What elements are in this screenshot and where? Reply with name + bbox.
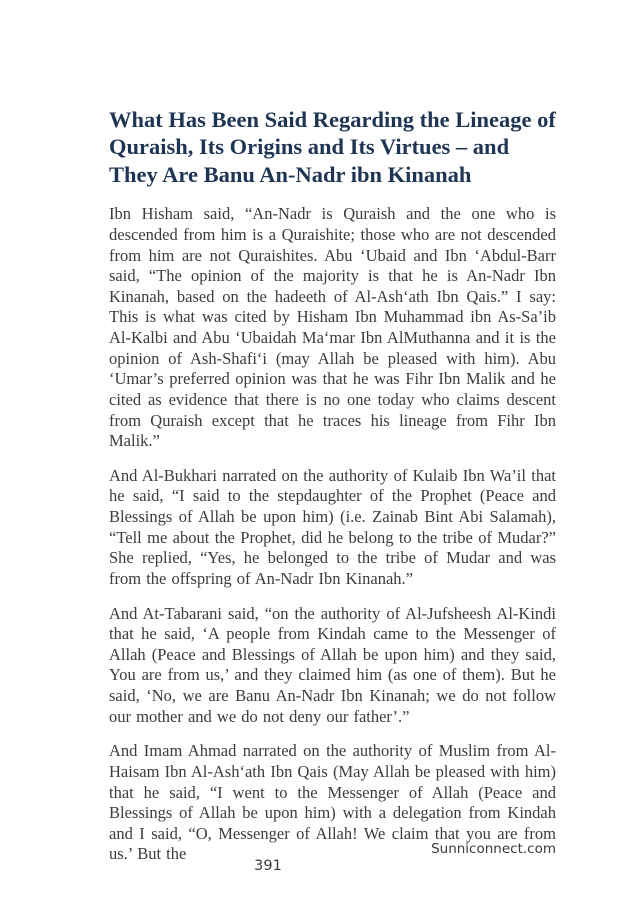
paragraph-1: Ibn Hisham said, “An-Nadr is Quraish and the one who is descended from him is a Quraishite; those who are not descended from him are not Quraishites. Abu ‘Ubaid and Ibn ‘Abdul-Barr said, “The opinion of the majority is that he is An-Nadr Ibn Kinanah, based on the hadeeth of Al-Ash‘ath Ibn Qais.” I say: This is what was cited by Hisham Ibn Muhammad ibn As-Sa’ib Al-Kalbi and Abu ‘Ubaidah Ma‘mar Ibn AlMuthanna and it is the opinion of Ash-Shafi‘i (may Allah be pleased with him). Abu ‘Umar’s preferred opinion was that he was Fihr Ibn Malik and he cited as evidence that there is no one today who claims descent from Quraish except that he traces his lineage from Fihr Ibn Malik.” (109, 204, 556, 451)
paragraph-2: And Al-Bukhari narrated on the authority of Kulaib Ibn Wa’il that he said, “I said to the stepdaughter of the Prophet (Peace and Blessings of Allah be upon him) (i.e. Zainab Bint Abi Salamah), “Tell me about the Prophet, did he belong to the tribe of Mudar?” She replied, “Yes, he belonged to the tribe of Mudar and was from the offspring of An-Nadr Ibn Kinanah.” (109, 465, 556, 588)
website-watermark: Sunniconnect.com (431, 841, 556, 857)
paragraph-3: And At-Tabarani said, “on the authority of Al-Jufsheesh Al-Kindi that he said, ‘A people from Kindah came to the Messenger of Allah (Peace and Blessings of Allah be upon him) and they said, You are from us,’ and they claimed him (as one of them). But he said, ‘No, we are Banu An-Nadr Ibn Kinanah; we do not follow our mother and we do not deny our father’.” (109, 603, 556, 726)
body-text (109, 204, 556, 865)
text-block (109, 106, 556, 879)
page-number: 391 (254, 858, 282, 874)
paragraph-4: And Imam Ahmad narrated on the authority of Muslim from Al-Haisam Ibn Al-Ash‘ath Ibn Qais (May Allah be pleased with him) that he said, “I went to the Messenger of Allah (Peace and Blessings of Allah be upon him) with a delegation from Kindah and I said, “O, Messenger of Allah! We claim that you are from us.’ But the (109, 741, 556, 864)
chapter-heading: What Has Been Said Regarding the Lineage of Quraish, Its Origins and Its Virtues – and They Are Banu An-Nadr ibn Kinanah (109, 107, 556, 187)
